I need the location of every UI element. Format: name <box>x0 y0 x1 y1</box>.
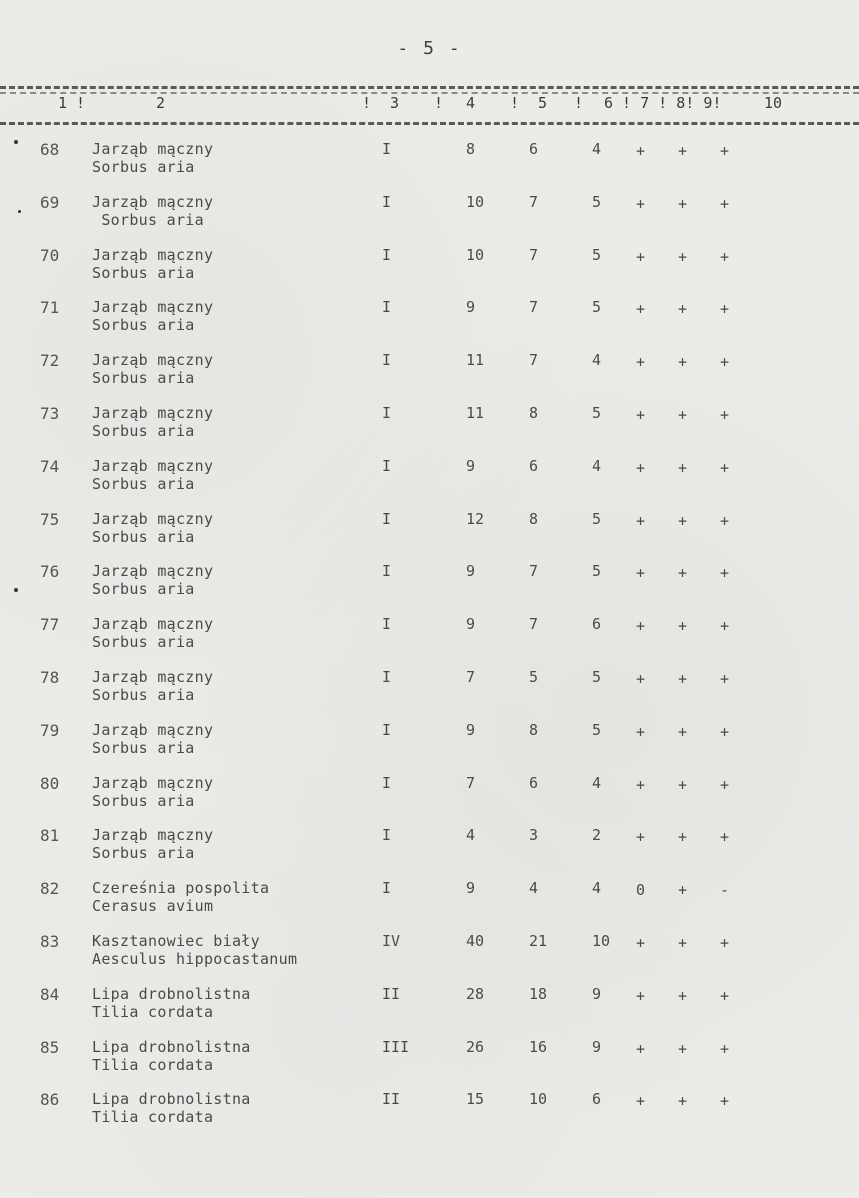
col-8-value: + <box>678 670 688 688</box>
col-8-value: + <box>678 828 688 847</box>
species-name <box>92 562 213 598</box>
class-value: II <box>382 1090 401 1109</box>
species-name <box>92 140 213 176</box>
species-name-polish: Lipa drobnolistna <box>92 984 251 1003</box>
col-7-value: + <box>636 986 646 1005</box>
species-name-latin: Tilia cordata <box>92 1002 214 1021</box>
header-col-2: 2 <box>156 94 166 112</box>
class-value: I <box>382 298 392 317</box>
species-name <box>92 510 213 546</box>
class-value: I <box>382 351 392 370</box>
tree-number: 74 <box>40 456 60 476</box>
species-name-latin: Sorbus aria <box>92 738 195 757</box>
class-value: I <box>382 773 392 792</box>
col-7-value: + <box>636 617 646 636</box>
species-name-latin: Sorbus aria <box>92 474 195 493</box>
tree-number: 72 <box>40 351 60 371</box>
col-4-value: 9 <box>466 615 476 634</box>
col-6-value: 5 <box>592 245 602 264</box>
species-name-latin: Sorbus aria <box>92 369 195 388</box>
col-8-value: + <box>678 617 688 636</box>
col-7-value: + <box>636 1092 646 1111</box>
col-4-value: 7 <box>466 668 476 686</box>
species-name-polish: Jarząb mączny <box>92 192 214 211</box>
col-5-value: 6 <box>529 140 539 158</box>
tree-number: 77 <box>40 615 60 635</box>
species-name-latin: Sorbus aria <box>92 844 195 863</box>
col-5-value: 6 <box>529 773 539 792</box>
class-value: II <box>382 984 401 1003</box>
col-5-value: 8 <box>529 720 539 739</box>
tree-number: 82 <box>40 879 60 899</box>
col-8-value: + <box>678 934 688 952</box>
col-5-value: 5 <box>529 668 539 686</box>
table-row <box>0 298 859 338</box>
col-7-value: + <box>636 406 646 424</box>
tree-number: 80 <box>40 773 60 793</box>
table-row <box>0 879 859 919</box>
col-6-value: 4 <box>592 351 602 370</box>
species-name-polish: Jarząb mączny <box>92 298 214 317</box>
species-name-polish: Czereśnia pospolita <box>92 879 270 898</box>
species-name <box>92 1038 251 1074</box>
header-separator: ! <box>574 94 584 112</box>
species-name-polish: Jarząb mączny <box>92 404 214 422</box>
col-5-value: 7 <box>529 298 539 317</box>
col-8-value: + <box>678 1092 688 1111</box>
col-7-value: + <box>636 300 646 319</box>
table-header <box>0 94 859 116</box>
species-name <box>92 1090 251 1126</box>
tree-number: 70 <box>40 245 60 265</box>
species-name-latin: Sorbus aria <box>92 686 195 704</box>
tree-number: 76 <box>40 562 60 582</box>
class-value: I <box>382 509 392 528</box>
col-9-value: + <box>720 828 730 847</box>
tree-number: 71 <box>40 298 60 318</box>
col-8-value: + <box>678 511 688 530</box>
col-8-value: + <box>678 775 688 794</box>
species-name-latin: Sorbus aria <box>92 316 195 335</box>
species-name-polish: Jarząb mączny <box>92 351 214 370</box>
col-4-value: 8 <box>466 140 476 158</box>
col-6-value: 5 <box>592 404 602 422</box>
page-number: - 5 - <box>397 38 462 59</box>
col-5-value: 21 <box>529 932 548 950</box>
table-row <box>0 351 859 391</box>
col-8-value: + <box>678 194 688 213</box>
species-name-polish: Lipa drobnolistna <box>92 1090 251 1109</box>
tree-number: 79 <box>40 720 60 740</box>
tree-number: 84 <box>40 984 60 1004</box>
col-9-value: + <box>720 194 730 213</box>
species-name <box>92 668 213 704</box>
tree-number: 73 <box>40 404 60 423</box>
species-name-latin: Sorbus aria <box>92 580 195 599</box>
header-separator: ! <box>510 94 520 112</box>
col-9-value: + <box>720 1039 730 1058</box>
col-9-value: + <box>720 406 730 424</box>
col-8-value: + <box>678 353 688 372</box>
col-4-value: 26 <box>466 1037 485 1056</box>
class-value: III <box>382 1037 410 1056</box>
table-row <box>0 615 859 655</box>
col-8-value: + <box>678 986 688 1005</box>
col-9-value: + <box>720 1092 730 1111</box>
col-5-value: 7 <box>529 351 539 370</box>
species-name-polish: Jarząb mączny <box>92 562 214 581</box>
table-row <box>0 1038 859 1078</box>
col-7-value: + <box>636 353 646 372</box>
species-name <box>92 298 213 334</box>
tree-number: 75 <box>40 509 60 529</box>
col-5-value: 4 <box>529 879 539 898</box>
col-9-value: + <box>720 142 730 160</box>
table-row <box>0 193 859 233</box>
col-4-value: 4 <box>466 826 476 845</box>
margin-mark <box>18 210 21 213</box>
table-row <box>0 562 859 602</box>
table-row <box>0 774 859 814</box>
species-name <box>92 457 213 493</box>
species-name-polish: Kasztanowiec biały <box>92 932 260 950</box>
col-6-value: 9 <box>592 984 602 1003</box>
col-8-value: + <box>678 247 688 266</box>
species-name-polish: Jarząb mączny <box>92 245 214 264</box>
col-9-value: + <box>720 934 730 952</box>
col-6-value: 6 <box>592 615 602 634</box>
header-separator: ! <box>362 94 372 112</box>
class-value: I <box>382 668 392 686</box>
species-name <box>92 721 213 757</box>
col-6-value: 5 <box>592 562 602 581</box>
col-6-value: 10 <box>592 932 611 950</box>
col-4-value: 28 <box>466 984 485 1003</box>
table-row <box>0 932 859 972</box>
margin-mark <box>14 588 18 592</box>
col-9-value: + <box>720 247 730 266</box>
col-4-value: 40 <box>466 932 485 950</box>
col-5-value: 6 <box>529 456 539 475</box>
species-name <box>92 985 251 1021</box>
col-7-value: + <box>636 564 646 583</box>
col-8-value: + <box>678 722 688 741</box>
species-name <box>92 351 213 387</box>
col-4-value: 11 <box>466 351 485 370</box>
species-name <box>92 404 213 440</box>
col-9-value: + <box>720 353 730 372</box>
col-5-value: 10 <box>529 1090 548 1109</box>
col-6-value: 5 <box>592 192 602 211</box>
col-9-value: - <box>720 881 730 900</box>
header-rule-bottom <box>0 122 859 125</box>
class-value: I <box>382 562 392 581</box>
header-col-3: 3 <box>390 94 400 112</box>
col-9-value: + <box>720 300 730 319</box>
table-row <box>0 668 859 708</box>
tree-number: 78 <box>40 668 60 687</box>
class-value: I <box>382 826 392 845</box>
class-value: I <box>382 192 392 211</box>
class-value: I <box>382 456 392 475</box>
species-name-polish: Jarząb mączny <box>92 668 214 686</box>
col-4-value: 9 <box>466 720 476 739</box>
species-name-polish: Lipa drobnolistna <box>92 1037 251 1056</box>
col-8-value: + <box>678 300 688 319</box>
col-8-value: + <box>678 406 688 424</box>
col-8-value: + <box>678 1039 688 1058</box>
col-9-value: + <box>720 670 730 688</box>
species-name-latin: Sorbus aria <box>92 263 195 282</box>
species-name-polish: Jarząb mączny <box>92 720 214 739</box>
species-name-latin: Tilia cordata <box>92 1055 214 1074</box>
col-5-value: 3 <box>529 826 539 845</box>
species-name <box>92 932 297 968</box>
col-6-value: 6 <box>592 1090 602 1109</box>
table-row <box>0 457 859 497</box>
margin-mark <box>14 140 18 144</box>
class-value: I <box>382 615 392 634</box>
col-6-value: 5 <box>592 509 602 528</box>
col-6-value: 4 <box>592 140 602 158</box>
species-name <box>92 774 213 810</box>
class-value: I <box>382 720 392 739</box>
species-name-polish: Jarząb mączny <box>92 826 214 845</box>
col-4-value: 7 <box>466 773 476 792</box>
header-col-6-to-9: 6 ! 7 ! 8! 9! <box>604 94 722 112</box>
col-9-value: + <box>720 617 730 636</box>
class-value: I <box>382 879 392 898</box>
col-4-value: 11 <box>466 404 485 422</box>
col-6-value: 9 <box>592 1037 602 1056</box>
col-6-value: 4 <box>592 773 602 792</box>
col-4-value: 9 <box>466 562 476 581</box>
header-col-10: 10 <box>764 94 783 112</box>
col-5-value: 8 <box>529 509 539 528</box>
col-4-value: 10 <box>466 192 485 211</box>
species-name <box>92 826 213 862</box>
col-8-value: + <box>678 564 688 583</box>
species-name-latin: Tilia cordata <box>92 1108 214 1127</box>
col-7-value: + <box>636 458 646 477</box>
tree-number: 86 <box>40 1090 60 1110</box>
col-7-value: + <box>636 934 646 952</box>
species-name-latin: Cerasus avium <box>92 897 214 916</box>
tree-number: 81 <box>40 826 60 846</box>
species-name-polish: Jarząb mączny <box>92 509 214 528</box>
species-name <box>92 246 213 282</box>
col-5-value: 7 <box>529 245 539 264</box>
col-7-value: + <box>636 511 646 530</box>
col-9-value: + <box>720 722 730 741</box>
tree-number: 69 <box>40 192 60 212</box>
col-5-value: 18 <box>529 984 548 1003</box>
header-col-1: 1 ! <box>58 94 86 112</box>
col-4-value: 9 <box>466 298 476 317</box>
species-name <box>92 879 269 915</box>
col-7-value: 0 <box>636 881 646 900</box>
species-name-latin: Sorbus aria <box>92 210 204 229</box>
header-col-5: 5 <box>538 94 548 112</box>
class-value: I <box>382 245 392 264</box>
col-7-value: + <box>636 670 646 688</box>
species-name-latin: Sorbus aria <box>92 422 195 440</box>
species-name <box>92 193 213 229</box>
species-name-latin: Aesculus hippocastanum <box>92 950 298 968</box>
col-7-value: + <box>636 142 646 160</box>
col-6-value: 2 <box>592 826 602 845</box>
species-name-polish: Jarząb mączny <box>92 456 214 475</box>
col-6-value: 4 <box>592 456 602 475</box>
col-7-value: + <box>636 722 646 741</box>
species-name-latin: Sorbus aria <box>92 527 195 546</box>
col-9-value: + <box>720 511 730 530</box>
col-9-value: + <box>720 564 730 583</box>
col-9-value: + <box>720 458 730 477</box>
table-row <box>0 985 859 1025</box>
col-8-value: + <box>678 458 688 477</box>
species-name <box>92 615 213 651</box>
col-6-value: 5 <box>592 668 602 686</box>
col-4-value: 15 <box>466 1090 485 1109</box>
col-5-value: 7 <box>529 192 539 211</box>
header-separator: ! <box>434 94 444 112</box>
species-name-polish: Jarząb mączny <box>92 615 214 634</box>
col-5-value: 7 <box>529 615 539 634</box>
col-8-value: + <box>678 881 688 900</box>
species-name-polish: Jarząb mączny <box>92 773 214 792</box>
col-6-value: 5 <box>592 298 602 317</box>
col-6-value: 4 <box>592 879 602 898</box>
col-7-value: + <box>636 775 646 794</box>
table-row <box>0 826 859 866</box>
table-row <box>0 404 859 444</box>
col-5-value: 8 <box>529 404 539 422</box>
col-6-value: 5 <box>592 720 602 739</box>
col-4-value: 9 <box>466 456 476 475</box>
species-name-latin: Sorbus aria <box>92 791 195 810</box>
col-8-value: + <box>678 142 688 160</box>
col-9-value: + <box>720 775 730 794</box>
col-4-value: 10 <box>466 245 485 264</box>
tree-number: 83 <box>40 932 60 951</box>
col-9-value: + <box>720 986 730 1005</box>
tree-number: 68 <box>40 140 60 159</box>
table-row <box>0 246 859 286</box>
header-rule-top <box>0 86 859 89</box>
col-7-value: + <box>636 1039 646 1058</box>
table-row <box>0 1090 859 1130</box>
col-5-value: 16 <box>529 1037 548 1056</box>
class-value: IV <box>382 932 401 950</box>
table-row <box>0 140 859 180</box>
col-7-value: + <box>636 194 646 213</box>
col-5-value: 7 <box>529 562 539 581</box>
class-value: I <box>382 140 392 158</box>
col-4-value: 9 <box>466 879 476 898</box>
header-col-4: 4 <box>466 94 476 112</box>
col-4-value: 12 <box>466 509 485 528</box>
species-name-latin: Sorbus aria <box>92 633 195 652</box>
species-name-latin: Sorbus aria <box>92 158 195 176</box>
class-value: I <box>382 404 392 422</box>
table-row <box>0 510 859 550</box>
col-7-value: + <box>636 247 646 266</box>
tree-number: 85 <box>40 1037 60 1057</box>
table-row <box>0 721 859 761</box>
species-name-polish: Jarząb mączny <box>92 140 214 158</box>
col-7-value: + <box>636 828 646 847</box>
